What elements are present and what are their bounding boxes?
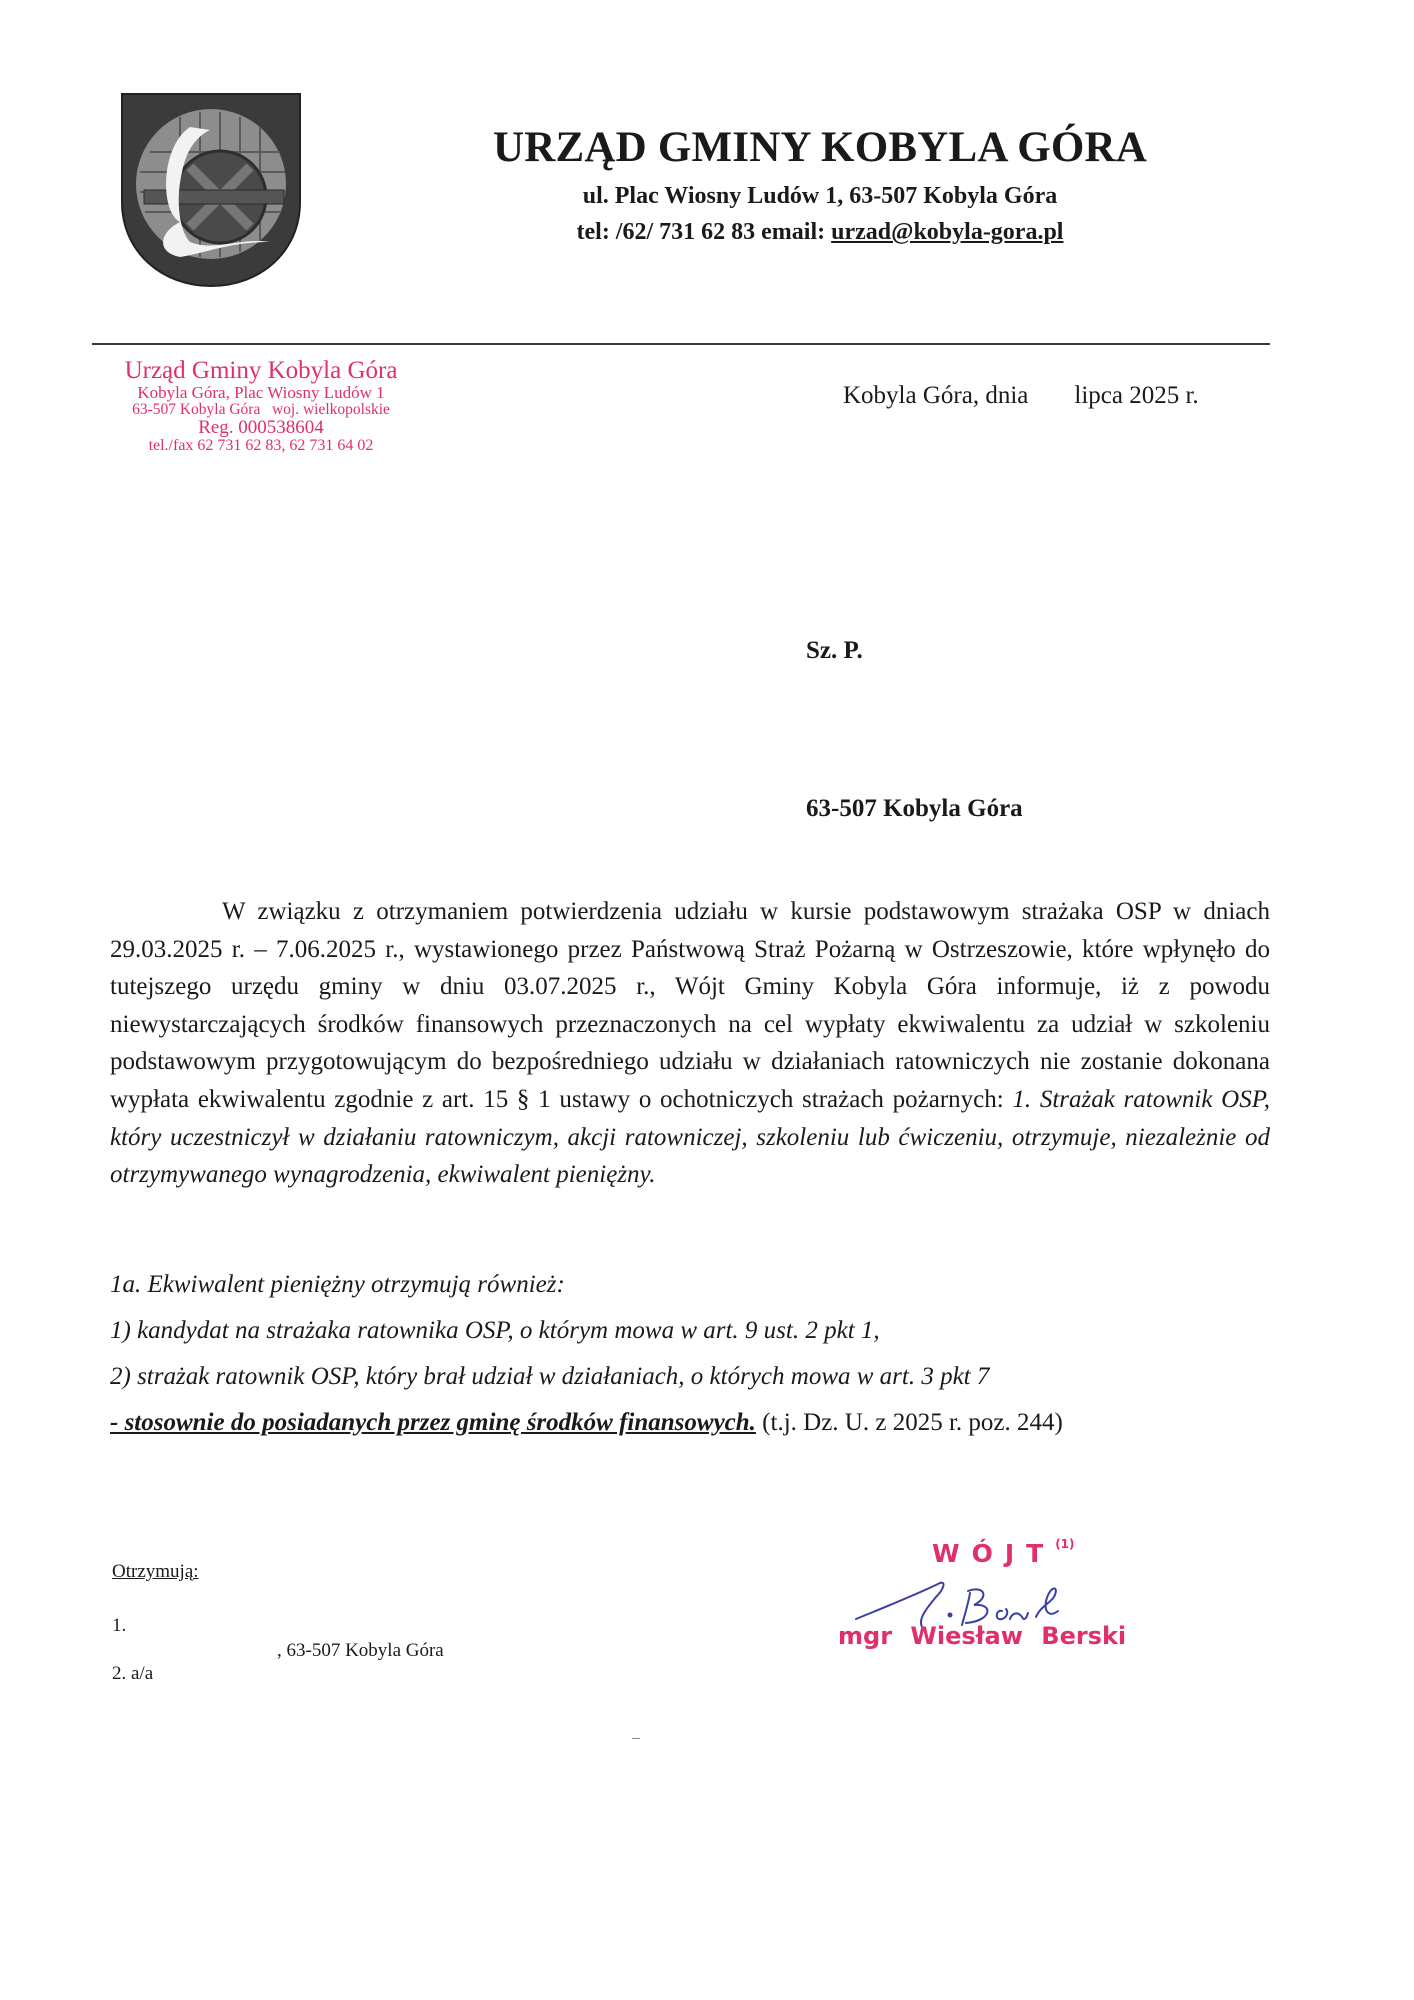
law-provisions-list [110,1262,1290,1446]
closing-emphasis: - stosownie do posiadanych przez gminę środków finansowych. [110,1409,756,1436]
provision-heading: 1a. Ekwiwalent pieniężny otrzymują również: [110,1271,565,1298]
office-stamp [96,358,426,455]
letterhead-address: ul. Plac Wiosny Ludów 1, 63-507 Kobyla Góra [582,183,1058,209]
letterhead-contact [470,219,1170,246]
body-law-quote: 1. Strażak ratownik OSP, który uczestniczył w działaniu ratowniczym, akcji ratowniczej, szkoleniu lub ćwiczeniu, otrzymuje, niezależnie od otrzymywanego wynagrodzenia, ekwiwalent pieniężny. [110,1085,1270,1189]
signature-superscript: (1) [1055,1537,1075,1551]
recipient-1-number: 1. [112,1615,127,1636]
stamp-line-phone: tel./fax 62 731 62 83, 62 731 64 02 [148,437,374,455]
stamp-line-regon: Reg. 000538604 [198,417,324,439]
signature-title: WÓJT [932,1539,1056,1568]
letter-date [843,382,1199,410]
stamp-line-office: Urząd Gminy Kobyla Góra [124,357,398,384]
signature-title-stamp [932,1539,1075,1568]
recipients-heading: Otrzymują: [112,1561,199,1582]
letterhead-title: URZĄD GMINY KOBYLA GÓRA [492,124,1147,171]
recipient-2: 2. a/a [112,1663,154,1684]
page-mark [632,1738,640,1739]
provision-item: 2) strażak ratownik OSP, który brał udział w działaniach, o których mowa w art. 3 pkt 7 [110,1363,990,1390]
letterhead-phone: tel: /62/ 731 62 83 email: [576,219,832,245]
provision-closing [110,1400,1290,1446]
stamp-line-postal: 63-507 Kobyla Góra woj. wielkopolskie [132,401,390,419]
stamp-line-address: Kobyla Góra, Plac Wiosny Ludów 1 [137,383,385,403]
legal-citation: (t.j. Dz. U. z 2025 r. poz. 244) [755,1409,1063,1436]
municipal-crest-icon [120,92,302,288]
letterhead-divider [92,343,1270,345]
recipient-1-address: , 63-507 Kobyla Góra [277,1640,444,1661]
date-place: Kobyla Góra, dnia [843,382,1029,409]
date-month-year: lipca 2025 r. [1074,382,1199,409]
body-text: W związku z otrzymaniem potwierdzenia udziału w kursie podstawowym strażaka OSP w dniach 29.03.2025 r. – 7.06.2025 r., wystawionego przez Państwową Straż Pożarną w Ostrzeszowie, które wpłynęło do tutejszego urzędu gminy w dniu 03.07.2025 r., Wójt Gminy Kobyla Góra informuje, iż z powodu niewystarczających środków finansowych przeznaczonych na cel wypłaty ekwiwalentu za udział w szkoleniu podstawowym przygotowującym do bezpośredniego udziału w działaniach ratowniczych nie zostanie dokonana wypłata ekwiwalentu zgodnie z art. 15 § 1 ustawy o ochotniczych strażach pożarnych: [110,898,1270,1113]
letter-body [110,893,1270,1194]
addressee-salutation: Sz. P. [806,637,863,664]
body-paragraph [110,893,1270,1194]
provision-item: 1) kandydat na strażaka ratownika OSP, o którym mowa w art. 9 ust. 2 pkt 1, [110,1317,880,1344]
letterhead-email-link[interactable]: urzad@kobyla-gora.pl [831,219,1064,245]
signatory-name-stamp: mgr Wiesław Berski [838,1622,1127,1650]
addressee-postal: 63-507 Kobyla Góra [806,795,1023,822]
